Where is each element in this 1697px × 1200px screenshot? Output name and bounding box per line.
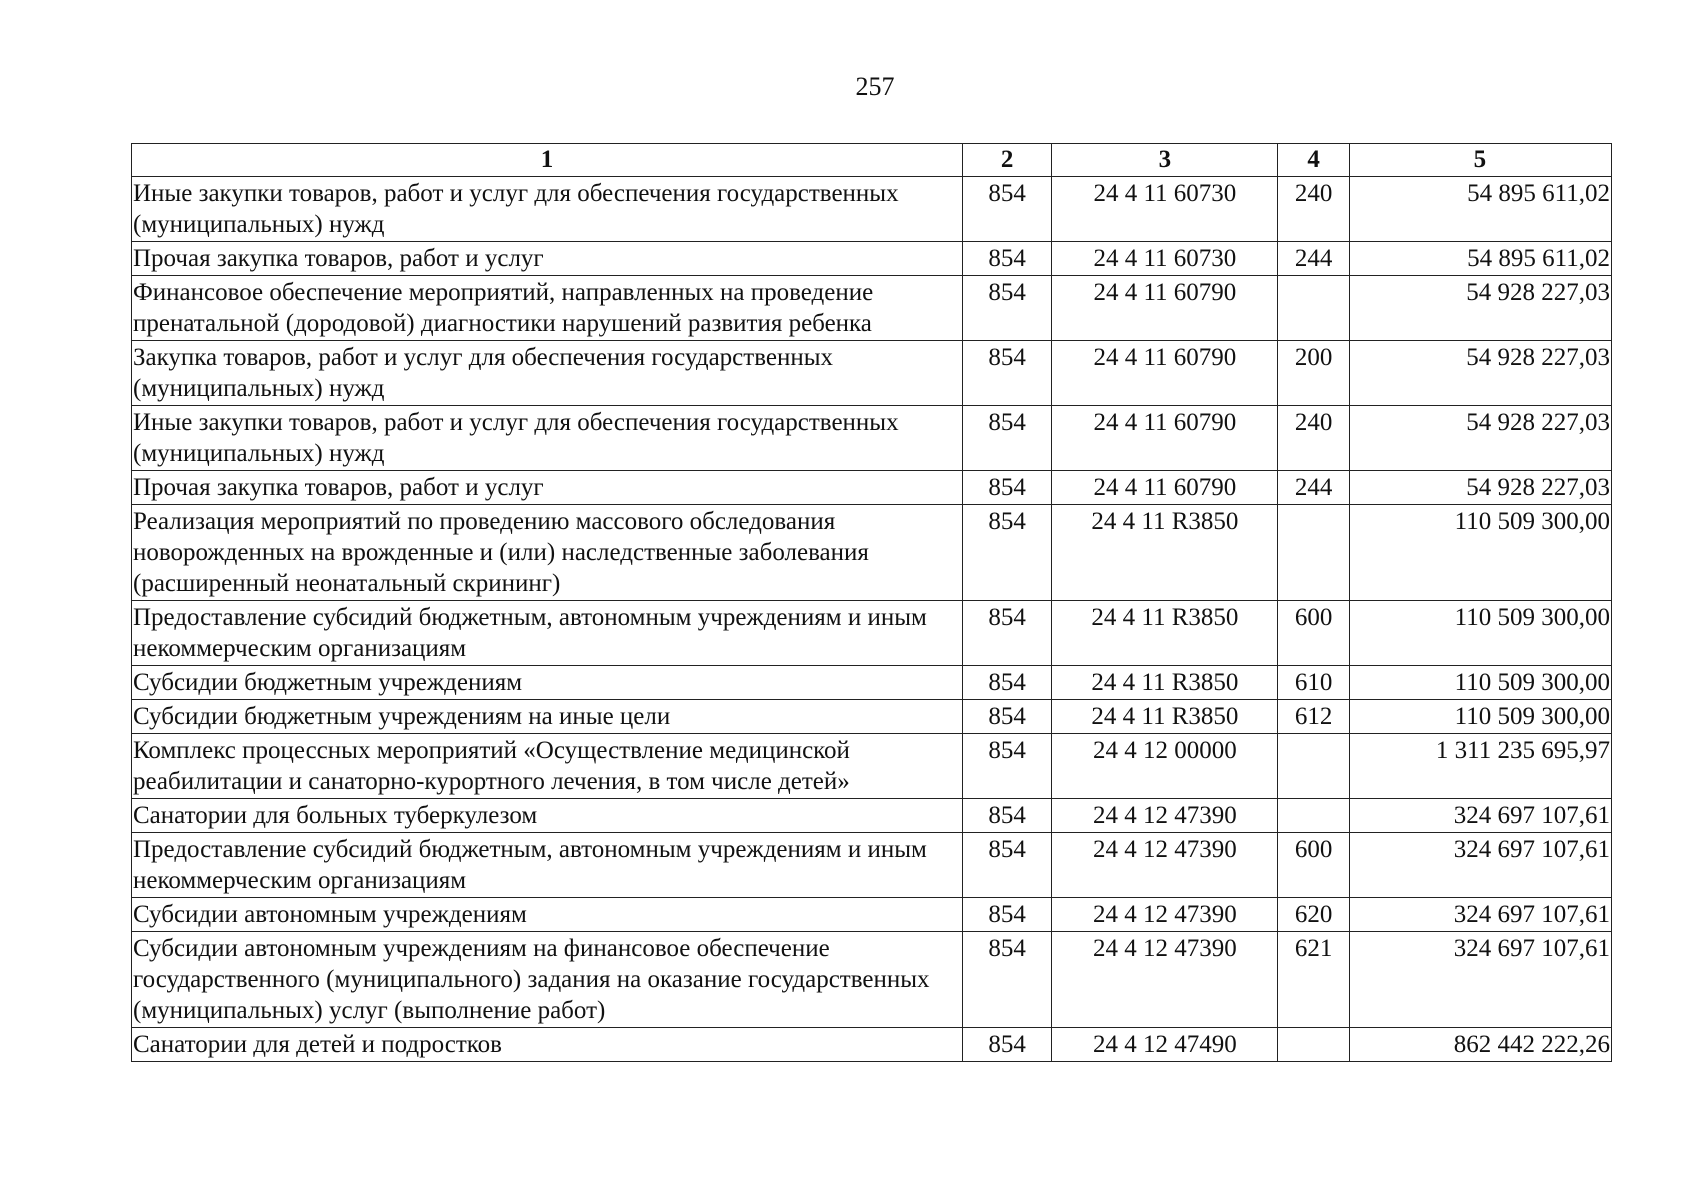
row-vr-cell [1278,505,1349,601]
row-csr-cell: 24 4 11 R3850 [1052,666,1278,700]
row-csr-cell: 24 4 11 R3850 [1052,505,1278,601]
row-name-cell: Прочая закупка товаров, работ и услуг [132,471,963,505]
row-vr-cell: 244 [1278,471,1349,505]
header-col-2: 2 [962,144,1051,177]
table-row [132,898,1612,932]
header-col-1: 1 [132,144,963,177]
table-row [132,1028,1612,1062]
row-vr-cell: 620 [1278,898,1349,932]
row-vr-cell [1278,799,1349,833]
table-row [132,700,1612,734]
row-csr-cell: 24 4 12 47390 [1052,833,1278,898]
row-sum-cell: 54 928 227,03 [1349,341,1611,406]
row-name-cell: Субсидии бюджетным учреждениям на иные цели [132,700,963,734]
row-csr-cell: 24 4 11 60790 [1052,406,1278,471]
table-row [132,177,1612,242]
table-row [132,242,1612,276]
row-ved-cell: 854 [962,1028,1051,1062]
row-name-cell: Иные закупки товаров, работ и услуг для обеспечения государственных (муниципальных) нужд [132,177,963,242]
row-csr-cell: 24 4 11 60730 [1052,242,1278,276]
row-ved-cell: 854 [962,471,1051,505]
row-vr-cell [1278,734,1349,799]
row-vr-cell: 600 [1278,833,1349,898]
row-name-cell: Финансовое обеспечение мероприятий, направленных на проведение пренатальной (дородовой) диагностики нарушений развития ребенка [132,276,963,341]
row-sum-cell: 324 697 107,61 [1349,833,1611,898]
row-sum-cell: 1 311 235 695,97 [1349,734,1611,799]
row-sum-cell: 54 928 227,03 [1349,471,1611,505]
row-sum-cell: 324 697 107,61 [1349,799,1611,833]
table-row [132,276,1612,341]
row-ved-cell: 854 [962,833,1051,898]
row-sum-cell: 110 509 300,00 [1349,700,1611,734]
table-row [132,471,1612,505]
row-vr-cell: 200 [1278,341,1349,406]
row-vr-cell: 600 [1278,601,1349,666]
row-csr-cell: 24 4 12 47390 [1052,799,1278,833]
row-ved-cell: 854 [962,505,1051,601]
row-csr-cell: 24 4 11 R3850 [1052,700,1278,734]
row-name-cell: Субсидии бюджетным учреждениям [132,666,963,700]
table-row [132,666,1612,700]
row-name-cell: Иные закупки товаров, работ и услуг для обеспечения государственных (муниципальных) нужд [132,406,963,471]
table-row [132,799,1612,833]
header-col-4: 4 [1278,144,1349,177]
row-vr-cell: 621 [1278,932,1349,1028]
row-name-cell: Предоставление субсидий бюджетным, автономным учреждениям и иным некоммерческим организациям [132,601,963,666]
row-name-cell: Реализация мероприятий по проведению массового обследования новорожденных на врожденные и (или) наследственные заболевания (расширенный неонатальный скрининг) [132,505,963,601]
row-name-cell: Санатории для детей и подростков [132,1028,963,1062]
row-csr-cell: 24 4 12 00000 [1052,734,1278,799]
row-ved-cell: 854 [962,276,1051,341]
row-vr-cell: 612 [1278,700,1349,734]
row-csr-cell: 24 4 11 R3850 [1052,601,1278,666]
header-col-3: 3 [1052,144,1278,177]
table-body [132,177,1612,1062]
table-row [132,341,1612,406]
table-row [132,406,1612,471]
row-sum-cell: 54 895 611,02 [1349,177,1611,242]
budget-table [131,143,1612,1062]
row-csr-cell: 24 4 11 60790 [1052,471,1278,505]
row-csr-cell: 24 4 11 60790 [1052,276,1278,341]
row-name-cell: Прочая закупка товаров, работ и услуг [132,242,963,276]
row-name-cell: Предоставление субсидий бюджетным, автономным учреждениям и иным некоммерческим организациям [132,833,963,898]
row-sum-cell: 324 697 107,61 [1349,898,1611,932]
row-sum-cell: 110 509 300,00 [1349,666,1611,700]
row-ved-cell: 854 [962,177,1051,242]
row-sum-cell: 54 895 611,02 [1349,242,1611,276]
row-ved-cell: 854 [962,601,1051,666]
row-name-cell: Санатории для больных туберкулезом [132,799,963,833]
row-csr-cell: 24 4 12 47390 [1052,932,1278,1028]
header-col-5: 5 [1349,144,1611,177]
row-ved-cell: 854 [962,242,1051,276]
row-name-cell: Комплекс процессных мероприятий «Осуществление медицинской реабилитации и санаторно-курортного лечения, в том числе детей» [132,734,963,799]
table-row [132,734,1612,799]
row-ved-cell: 854 [962,341,1051,406]
page-number: 257 [855,72,895,101]
row-vr-cell: 240 [1278,177,1349,242]
table-row [132,932,1612,1028]
row-ved-cell: 854 [962,932,1051,1028]
row-sum-cell: 54 928 227,03 [1349,406,1611,471]
row-name-cell: Субсидии автономным учреждениям [132,898,963,932]
row-sum-cell: 324 697 107,61 [1349,932,1611,1028]
row-sum-cell: 54 928 227,03 [1349,276,1611,341]
table-header-row [132,144,1612,177]
table-row [132,505,1612,601]
row-ved-cell: 854 [962,406,1051,471]
row-ved-cell: 854 [962,700,1051,734]
row-csr-cell: 24 4 11 60730 [1052,177,1278,242]
row-sum-cell: 110 509 300,00 [1349,601,1611,666]
row-csr-cell: 24 4 12 47490 [1052,1028,1278,1062]
row-sum-cell: 110 509 300,00 [1349,505,1611,601]
table-row [132,601,1612,666]
row-vr-cell: 610 [1278,666,1349,700]
row-name-cell: Субсидии автономным учреждениям на финансовое обеспечение государственного (муниципального) задания на оказание государственных (муниципальных) услуг (выполнение работ) [132,932,963,1028]
row-vr-cell: 240 [1278,406,1349,471]
row-ved-cell: 854 [962,666,1051,700]
row-ved-cell: 854 [962,734,1051,799]
row-ved-cell: 854 [962,799,1051,833]
row-vr-cell: 244 [1278,242,1349,276]
row-sum-cell: 862 442 222,26 [1349,1028,1611,1062]
table-row [132,833,1612,898]
row-csr-cell: 24 4 12 47390 [1052,898,1278,932]
row-name-cell: Закупка товаров, работ и услуг для обеспечения государственных (муниципальных) нужд [132,341,963,406]
row-ved-cell: 854 [962,898,1051,932]
row-csr-cell: 24 4 11 60790 [1052,341,1278,406]
row-vr-cell [1278,1028,1349,1062]
row-vr-cell [1278,276,1349,341]
